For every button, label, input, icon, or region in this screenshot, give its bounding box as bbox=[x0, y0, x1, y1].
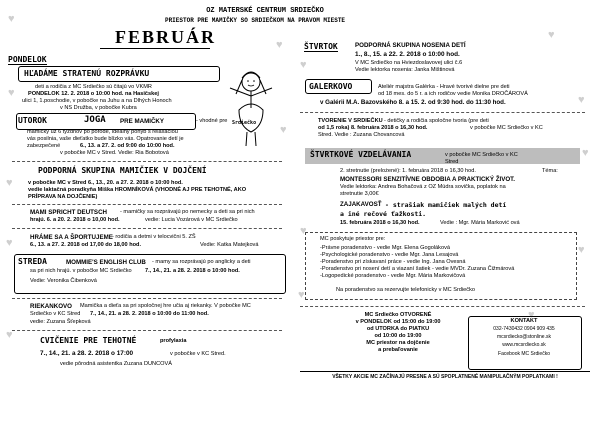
poradenstvo-item: -Právne poradenstvo - vedie Mgr. Elena Gogoláková bbox=[320, 245, 450, 251]
divider bbox=[12, 298, 282, 299]
poradenstvo-note: Na poradenstvo sa rezervujte telefonicky v MC Srdiečko bbox=[336, 287, 475, 293]
vzdelavanie-line2: MONTESSORI SENZITÍVNE OBDOBIA A PRAKTICKÝ ŽIVOT. bbox=[340, 176, 515, 183]
tvorenie-line3: Stred. Vedie : Zuzana Chovancová bbox=[318, 132, 405, 138]
otvorene-line4: od 10:00 do 19:00 bbox=[374, 333, 422, 339]
month-title: FEBRUÁR bbox=[115, 27, 217, 47]
english-title: MOMMIE'S ENGLISH CLUB bbox=[66, 259, 146, 266]
pondelok-line1: deti a rodičia z MC Srdiečko sú čitajú vo VKMR bbox=[35, 84, 152, 90]
heart-icon: ♥ bbox=[300, 59, 307, 71]
english-line2b: 7., 14., 21. a 28. 2. 2018 o 10:00 hod. bbox=[145, 268, 240, 274]
tvorenie-title: TVORENIE V SRDIEČKU bbox=[318, 118, 383, 124]
otvorene-line2: v PONDELOK od 15:00 do 19:00 bbox=[355, 319, 441, 325]
divider bbox=[300, 306, 585, 307]
vzdelavanie-line3: Vedie lektorka: Andrea Bohačová z OZ Múdra sovička, poplatok na bbox=[340, 184, 506, 190]
zajakavost-line3: 15. februára 2018 o 16,30 hod. bbox=[340, 220, 420, 226]
joga-line5: v pobočke MC v Stred. Vedie: Ria Bobotová bbox=[60, 150, 169, 156]
kontakt-web[interactable]: www.mcsrdiecko.sk bbox=[502, 342, 546, 348]
heart-icon: ♥ bbox=[6, 177, 13, 189]
divider bbox=[12, 161, 282, 162]
zajakavost-title: ZAJAKAVOSŤ bbox=[340, 201, 382, 208]
pondelok-line3: ulici 1, 1.poschodie, v pobočke na Juhu a na Dlhých Honoch bbox=[22, 98, 172, 104]
riekankovo-line2b: 7., 14., 21. a 28. 2. 2018 o 10:00 do 11:00 hod. bbox=[90, 311, 209, 317]
deutsch-title: MAMI SPRICHT DEUTSCH bbox=[30, 209, 107, 216]
vzdelavanie-line1b: Téma: bbox=[542, 168, 558, 174]
figure-label: Srdiečko bbox=[232, 120, 257, 126]
heart-icon: ♥ bbox=[528, 309, 535, 321]
joga-sub: PRE MAMIČKY bbox=[120, 118, 165, 125]
heart-icon: ♥ bbox=[276, 39, 283, 51]
nosenie-line2: V MC Srdiečko na Hviezdoslavovej ulici č.6 bbox=[355, 60, 463, 66]
galerkovo-line2: od 18 mes. do 5 r. a ich rodičov vedie Monika DROČÁROVÁ bbox=[378, 91, 528, 97]
footer-note: VŠETKY AKCIE MC ZAČÍNAJÚ PRESNE A SÚ SPOPLATNENÉ MANIPULAČNÝM POPLATKAMI ! bbox=[300, 371, 590, 381]
galerkovo-title: GALERKOVO bbox=[309, 82, 353, 91]
heart-icon: ♥ bbox=[8, 13, 15, 25]
heart-icon: ♥ bbox=[6, 329, 13, 341]
stvrtok-label: ŠTVRTOK bbox=[304, 42, 338, 51]
deutsch-line2: hrajú. 6. a 20. 2. 2018 o 10,00 hod. bbox=[30, 217, 120, 223]
joga-line3: vás posilnia, vaše dieťatko bude blízko vás. Opatrovanie detí je bbox=[27, 136, 184, 142]
pondelok-label: PONDELOK bbox=[8, 55, 47, 64]
poradenstvo-title: MC poskytuje priestor pre: bbox=[320, 236, 386, 242]
heart-icon: ♥ bbox=[582, 147, 589, 159]
riekankovo-line2: Srdiečko v KC Stred bbox=[30, 311, 81, 317]
heart-icon: ♥ bbox=[300, 225, 307, 237]
dojcenie-line3: PRÍPRAVA NA DOJČENIE) bbox=[28, 194, 98, 200]
riekankovo-line1: Mamička a dieťa sa pri spoločnej hre učia aj riekanky. V pobočke MC bbox=[80, 303, 251, 309]
vzdelavanie-title: ŠTVRTKOVÉ VZDELÁVANIA bbox=[310, 150, 412, 159]
poradenstvo-item: -Psychologické poradenstvo - vedie Mgr. Jana Lesajová bbox=[320, 252, 459, 258]
vzdelavanie-loc: v pobočke MC Srdiečko v KC Stred bbox=[445, 152, 518, 165]
poradenstvo-item: -Poradenstvo pri nosení detí a viazaní šatiek - vedie MVDr. Zuzana Čižmárová bbox=[320, 266, 515, 272]
deutsch-line2b: vedie: Lucia Vozárová v MC Srdiečko bbox=[145, 217, 238, 223]
heart-icon: ♥ bbox=[280, 124, 287, 136]
galerkovo-line3: v Galérii M.A. Bazovského 8. a 15. 2. od 9:30 hod. do 11:30 hod. bbox=[320, 99, 506, 106]
heart-icon: ♥ bbox=[548, 29, 555, 41]
zajakavost-line3b: Vedie : Mgr. Mária Marković ová bbox=[440, 220, 520, 226]
english-line1: - mamy sa rozprávajú po anglicky a deti bbox=[152, 259, 251, 265]
english-line3: Vedie: Veronika Čibenková bbox=[30, 278, 97, 284]
org-title: OZ MATERSKÉ CENTRUM SRDIEČKO bbox=[206, 7, 324, 15]
joga-title: JOGA bbox=[84, 115, 106, 125]
utorok-label: UTOROK bbox=[18, 116, 47, 125]
sport-line1: - rodičia a detmi v telocvični 5. ZŠ bbox=[112, 234, 196, 240]
joga-line1: - vhodné pre bbox=[196, 118, 228, 124]
dojcenie-title: PODPORNÁ SKUPINA MAMIČIEK V DOJČENÍ bbox=[38, 166, 207, 175]
cvicenie-line2: vedie pôrodná asistentka Zuzana DUNCOVÁ bbox=[60, 361, 172, 367]
tvorenie-line1: - detičky a rodičia spoločne tvoria (pre deti bbox=[384, 118, 489, 124]
divider bbox=[12, 204, 282, 205]
english-line2: sa pri nich hrajú. v pobočke MC Srdiečko bbox=[30, 268, 132, 274]
heart-icon: ♥ bbox=[578, 94, 585, 106]
divider bbox=[300, 112, 585, 113]
streda-label: STREDA bbox=[18, 257, 47, 266]
title-underline bbox=[100, 48, 210, 49]
divider bbox=[12, 330, 282, 331]
pondelok-line4: v NS Družba, v pobočke Kubra bbox=[60, 105, 137, 111]
sport-line2b: Vedie: Katka Matejková bbox=[200, 242, 259, 248]
riekankovo-line3: vedie: Zuzana Šťepková bbox=[30, 319, 91, 325]
kontakt-phones: 032-7430432 0904 909 435 bbox=[493, 326, 555, 332]
pondelok-title: HĽADÁME STRATENÚ ROZPRÁVKU bbox=[24, 69, 150, 78]
sport-title: HRÁME SA A ŠPORTUJEME bbox=[30, 234, 113, 241]
dojcenie-line1: v pobočke MC v Stred 6., 13., 20. a 27. 2. 2018 o 10:00 hod. bbox=[28, 180, 183, 186]
srdiecko-figure bbox=[222, 68, 280, 148]
sport-line2: 6., 13. a 27. 2. 2018 od 17,00 do 18,00 hod. bbox=[30, 242, 142, 248]
zajakavost-line2: a iné rečové ťažkosti. bbox=[340, 210, 427, 218]
joga-line2: mamičky už 6 týždňov po pôrode, ideálny pohyb s relaxáciou bbox=[27, 129, 178, 135]
tvorenie-line2b: v pobočke MC Srdiečko v KC bbox=[470, 125, 543, 131]
heart-icon: ♥ bbox=[578, 244, 585, 256]
poradenstvo-item: -Poradenstvo pri získavaní práce - vedie Ing. Jana Ovesná bbox=[320, 259, 466, 265]
otvorene-line6: a prebaľovanie bbox=[378, 347, 418, 353]
joga-line4-bold: 6., 13. a 27. 2. od 9:00 do 10:00 hod. bbox=[80, 143, 175, 149]
nosenie-line1: 1., 8., 15. a 22. 2. 2018 o 10:00 hod. bbox=[355, 51, 460, 58]
tvorenie-line2: od 1,5 roka) 8. februára 2018 o 16,30 hod. bbox=[318, 125, 428, 131]
poradenstvo-item: -Logopedické poradenstvo - vedie Mgr. Mária Markovičová bbox=[320, 273, 466, 279]
cvicenie-title: CVIČENIE PRE TEHOTNÉ bbox=[40, 336, 137, 345]
zajakavost-line1: - strašiak mamičiek malých detí bbox=[385, 201, 507, 209]
heart-icon: ♥ bbox=[6, 237, 13, 249]
pondelok-line2: PONDELOK 12. 2. 2018 o 10:00 hod. na Hasičskej bbox=[28, 91, 159, 97]
kontakt-email[interactable]: mcsrdiecko@stonline.sk bbox=[497, 334, 551, 340]
dojcenie-line2: vedie laktačná poradkyňa Miška HROMNÍKOVÁ (VHODNÉ AJ PRE TEHOTNÉ, AKO bbox=[28, 187, 247, 193]
riekankovo-title: RIEKANKOVO bbox=[30, 303, 72, 310]
divider bbox=[12, 228, 282, 229]
vzdelavanie-line4: stretnutie 3,00€ bbox=[340, 191, 379, 197]
otvorene-line1: MC Srdiečko OTVORENÉ bbox=[364, 312, 432, 318]
heart-icon: ♥ bbox=[298, 289, 305, 301]
vzdelavanie-line1: 2. stretnutie (prelożené): 1. februára 2018 o 16,30 hod. bbox=[340, 168, 476, 174]
nosenie-title: PODPORNÁ SKUPINA NOSENIA DETÍ bbox=[355, 42, 466, 49]
cvicenie-line1b: v pobočke v KC Stred. bbox=[170, 351, 226, 357]
cvicenie-line1: 7., 14., 21. a 28. 2. 2018 o 17:00 bbox=[40, 350, 134, 357]
heart-icon: ♥ bbox=[8, 87, 15, 99]
joga-line4: zabezpečené bbox=[27, 143, 61, 149]
nosenie-line3: Vedie lektorka nosenia: Janka Mištinová bbox=[355, 67, 455, 73]
org-subtitle: PRIESTOR PRE MAMIČKY SO SRDIEČKOM NA PRAVOM MIESTE bbox=[164, 17, 346, 24]
deutsch-line1: - mamičky sa rozprávajú po nemecky a deti sa pri nich bbox=[120, 209, 255, 215]
otvorene-line5: MC priestor na dojčenie bbox=[366, 340, 430, 346]
kontakt-title: KONTAKT bbox=[510, 318, 538, 324]
galerkovo-line1: Ateliér majstra Galérka - Hravé tvorivé dielne pre deti bbox=[378, 84, 510, 90]
cvicenie-sub: profylaxia bbox=[160, 338, 187, 344]
otvorene-line3: od UTORKA do PIATKU bbox=[366, 326, 430, 332]
kontakt-facebook[interactable]: Facebook MC Srdiečko bbox=[498, 351, 550, 357]
